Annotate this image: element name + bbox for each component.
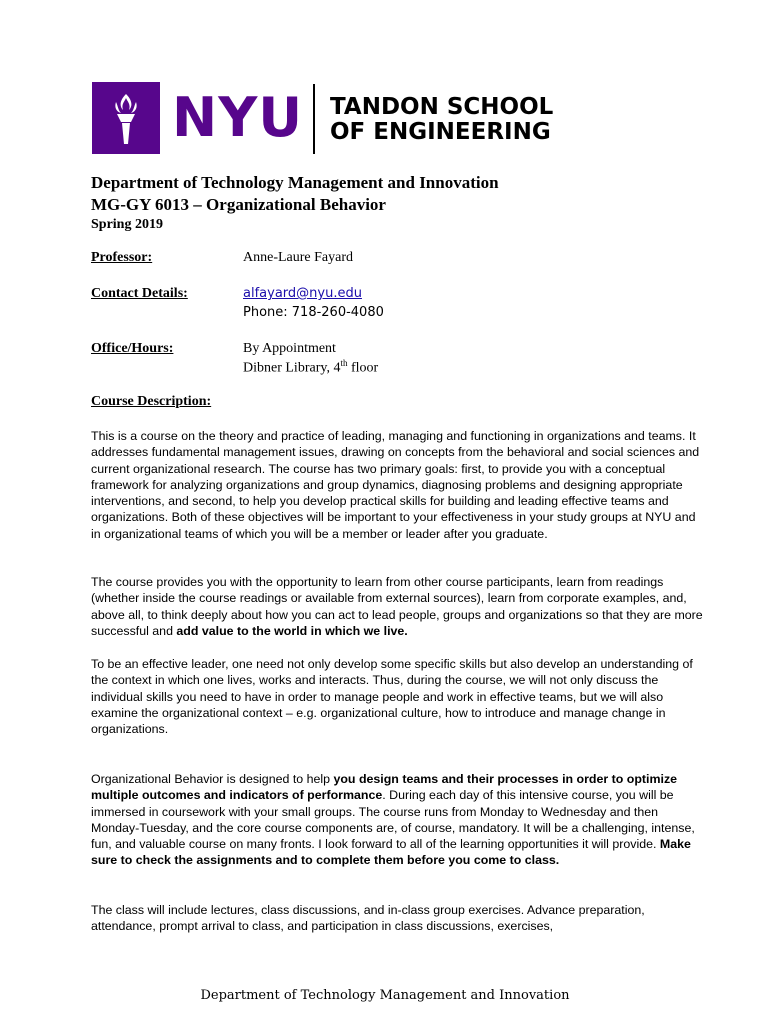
department-title: Department of Technology Management and Innovation xyxy=(91,173,499,192)
office-floor-suffix: th xyxy=(340,358,348,368)
description-paragraph-2 xyxy=(91,574,706,639)
phone-number: Phone: 718-260-4080 xyxy=(243,305,384,320)
description-paragraph-1: This is a course on the theory and practice of leading, managing and functioning in organizations and teams. It addresses fundamental management issues, drawing on concepts from the behavioral and social sciences and current organizational research. The course has two primary goals: first, to provide you with a conceptual framework for analyzing organizations and group dynamics, diagnosing problems and designing appropriate interventions, and second, to help you develop practical skills for building and leading effective teams and organizations. Both of these objectives will be important to your effectiveness in your study groups at NYU and in organizational teams of which you will be a member or leader after you graduate. xyxy=(91,429,700,541)
course-term: Spring 2019 xyxy=(91,217,163,232)
paragraph-4-text-b: . During each day of this intensive course, you will be immersed in coursework with your small groups. The course runs from Monday to Wednesday and then Monday-Tuesday, and the core course components are, of course, mandatory. It will be a challenging, intense, fun, and valuable course on many fronts. I look forward to all of the learning opportunities it will provide. xyxy=(91,788,695,852)
logo-divider xyxy=(313,84,315,154)
course-title: MG-GY 6013 – Organizational Behavior xyxy=(91,195,386,214)
paragraph-2-text: The course provides you with the opportunity to learn from other course participants, learn from readings (whether inside the course readings or available from external sources), learn from corporate examples, and, above all, to think deeply about how you can act to lead people, groups and organizations so that they are more successful and xyxy=(91,575,703,638)
office-location-text: Dibner Library, 4 xyxy=(243,360,341,376)
office-location-floor: floor xyxy=(347,360,379,376)
nyu-torch-logo xyxy=(92,82,160,154)
email-link[interactable] xyxy=(243,286,362,301)
paragraph-4-emphasis-a: you design teams and their processes in order to optimize multiple outcomes and indicators of performance xyxy=(91,772,678,803)
description-paragraph-5: The class will include lectures, class discussions, and in-class group exercises. Advance preparation, attendance, prompt arrival to class, and participation in class discussions, exercises, xyxy=(91,903,645,934)
professor-name: Anne-Laure Fayard xyxy=(243,250,354,265)
school-name-line1: TANDON SCHOOL xyxy=(330,94,554,120)
school-name xyxy=(330,95,553,145)
page-footer: Department of Technology Management and Innovation xyxy=(200,988,570,1003)
paragraph-4-emphasis-b: Make sure to check the assignments and to complete them before you come to class. xyxy=(91,837,691,868)
description-paragraph-4 xyxy=(91,771,706,869)
paragraph-2-emphasis: add value to the world in which we live. xyxy=(176,623,408,638)
office-location xyxy=(243,358,378,377)
nyu-wordmark: NYU xyxy=(172,86,304,149)
contact-details-label: Contact Details: xyxy=(91,286,188,301)
office-hours-value: By Appointment xyxy=(243,341,336,356)
paragraph-4-text-a: Organizational Behavior is designed to help xyxy=(91,772,334,786)
course-description-heading: Course Description: xyxy=(91,394,212,409)
description-paragraph-3: To be an effective leader, one need not only develop some specific skills but also develop an understanding of the context in which one lives, works and interacts. Thus, during the course, we will not only discuss the individual skills you need to have in order to manage people and work in effective teams, but we will also examine the organizational context – e.g. organizational culture, how to introduce and manage change in organizations. xyxy=(91,657,693,737)
school-name-line2: OF ENGINEERING xyxy=(330,119,551,145)
email-address[interactable]: alfayard@nyu.edu xyxy=(243,286,362,301)
torch-icon xyxy=(92,82,160,154)
office-hours-label: Office/Hours: xyxy=(91,341,174,356)
professor-label: Professor: xyxy=(91,250,153,265)
